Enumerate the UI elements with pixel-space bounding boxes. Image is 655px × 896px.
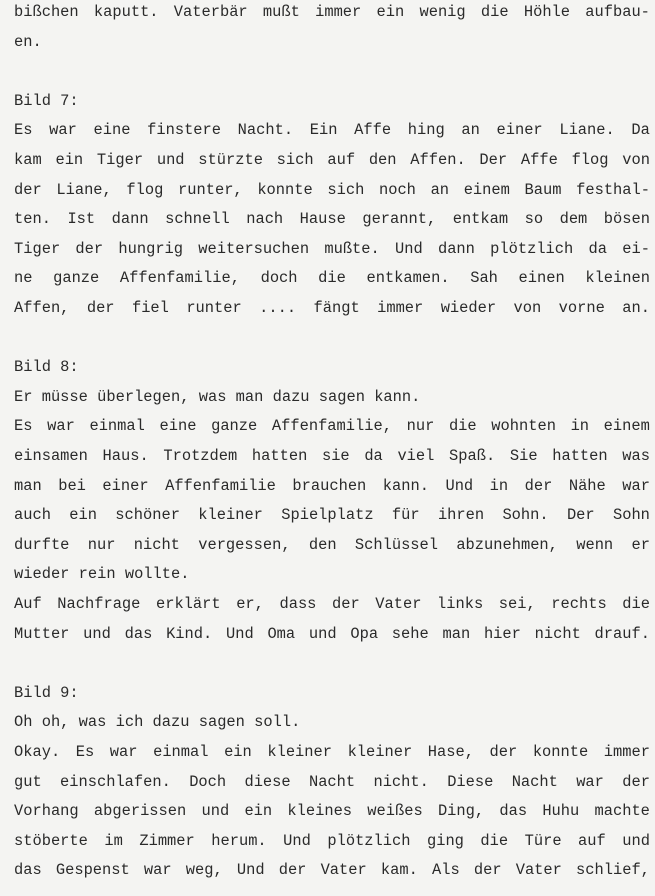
word: Und — [283, 831, 311, 850]
word: vorne — [558, 299, 605, 317]
word: dann — [111, 210, 149, 229]
text-line: Er müsse überlegen, was man dazu sagen kann. — [14, 387, 421, 406]
word: Tiger — [14, 239, 61, 258]
word: Liane. — [559, 121, 615, 140]
word: einsamen — [14, 447, 88, 465]
word: Schlüssel — [354, 535, 439, 554]
word: an. — [622, 299, 650, 317]
word: der — [489, 743, 518, 761]
word: ihren — [437, 506, 485, 525]
word: Tiger — [96, 151, 144, 169]
word: im — [104, 831, 123, 850]
word: wieder — [440, 299, 497, 317]
word: einer — [496, 121, 543, 140]
word: Auf — [14, 595, 42, 613]
word: Und — [395, 239, 423, 258]
word: herum. — [211, 831, 267, 850]
word: durfte — [14, 535, 70, 554]
word: kleiner — [267, 743, 332, 761]
word: einer — [102, 476, 149, 495]
word: runter, — [178, 180, 243, 199]
word: in — [570, 417, 590, 436]
word: Affenfamilie, — [119, 269, 240, 288]
word: und — [83, 624, 111, 643]
word: einmal — [89, 417, 145, 436]
word: Nacht — [308, 772, 356, 791]
word: er — [631, 535, 650, 554]
word: weg, — [185, 861, 223, 880]
word: war — [576, 772, 604, 791]
word: kann. — [382, 476, 429, 495]
text-line: Oh oh, was ich dazu sagen soll. — [14, 713, 301, 732]
word: Höhle — [523, 3, 571, 21]
word: da — [364, 447, 383, 465]
word: Hause — [299, 210, 346, 229]
word: Kind. — [166, 624, 213, 643]
word: von — [622, 151, 650, 169]
word: sehe — [391, 624, 429, 643]
text-line — [14, 476, 650, 496]
word: nach — [246, 210, 284, 229]
word: Affen, — [14, 299, 70, 317]
word: Diese — [447, 772, 494, 791]
word: Sie — [509, 447, 538, 465]
word: Spielplatz — [281, 506, 374, 525]
word: einschlafen. — [60, 772, 171, 791]
word: hatten — [251, 447, 308, 465]
word: man — [14, 476, 42, 495]
word: dem — [559, 210, 588, 229]
word: entkamen. — [366, 269, 450, 288]
word: so — [524, 210, 544, 229]
word: Liane, — [56, 180, 112, 199]
word: dann — [437, 239, 475, 258]
word: Mutter — [14, 624, 70, 643]
word: das — [14, 861, 42, 880]
word: flog — [126, 180, 164, 199]
word: man — [442, 624, 471, 643]
word: ein — [55, 151, 84, 169]
word: gut — [14, 772, 42, 791]
word: abgerissen — [93, 802, 187, 821]
text-line — [14, 772, 650, 792]
word: die — [480, 3, 509, 21]
word: runter — [186, 299, 242, 317]
word: mußt — [262, 3, 300, 21]
text-line — [14, 860, 650, 880]
word: war — [622, 476, 650, 495]
word: ganze — [53, 269, 100, 288]
word: kleiner — [347, 743, 413, 761]
word: Vater — [375, 595, 422, 613]
word: nicht. — [373, 772, 429, 791]
word: der — [86, 299, 115, 317]
word: eine — [93, 121, 131, 140]
word: an — [430, 180, 450, 199]
word: Baum — [524, 180, 562, 199]
word: erklärt — [155, 595, 221, 613]
word: für — [391, 506, 420, 525]
word: sei, — [498, 595, 536, 613]
word: Es — [75, 743, 95, 761]
word: sich — [276, 151, 314, 169]
word: der — [622, 772, 650, 791]
word: plötzlich — [490, 239, 574, 258]
word: ein — [376, 3, 405, 21]
text-line: en. — [14, 32, 42, 51]
word: Und — [445, 476, 474, 495]
word: und — [201, 802, 230, 821]
word: an — [461, 121, 480, 140]
word: der — [473, 861, 502, 880]
word: Haus. — [102, 447, 149, 465]
word: kaputt. — [93, 3, 159, 21]
text-line: Bild 9: — [14, 683, 79, 702]
word: schöner — [115, 506, 180, 525]
word: war — [49, 121, 77, 140]
text-line — [14, 239, 650, 259]
word: fiel — [131, 299, 169, 317]
word: links — [437, 595, 484, 613]
word: ein — [69, 506, 97, 525]
word: gerannt, — [362, 210, 437, 229]
word: Sohn. — [502, 506, 549, 525]
word: das — [124, 624, 153, 643]
word: plötzlich — [327, 831, 411, 850]
word: er, — [236, 595, 264, 613]
word: Sohn — [612, 506, 650, 525]
word: Nacht — [511, 772, 558, 791]
word: Trotzdem — [163, 447, 238, 465]
word: Doch — [189, 772, 227, 791]
word: kleines — [287, 802, 353, 821]
word: was — [622, 447, 650, 465]
word: stürzte — [198, 151, 263, 169]
word: kam. — [380, 861, 418, 880]
word: das — [499, 802, 528, 821]
word: hier — [483, 624, 521, 643]
word: Nachfrage — [57, 595, 141, 613]
word: entkam — [452, 210, 509, 229]
word: Okay. — [14, 743, 61, 761]
word: die — [318, 269, 346, 288]
word: kleinen — [585, 269, 650, 288]
word: Zimmer — [139, 831, 195, 850]
word: schnell — [165, 210, 230, 229]
word: Affen. — [410, 151, 466, 169]
word: machte — [594, 802, 650, 821]
word: Ding, — [437, 802, 485, 821]
word: nicht — [534, 624, 581, 643]
text-line — [14, 120, 650, 140]
word: aufbau- — [585, 3, 650, 21]
word: sich — [327, 180, 365, 199]
text-line — [14, 831, 650, 851]
text-line — [14, 801, 650, 821]
word: sie — [321, 447, 350, 465]
word: hungrig — [118, 239, 184, 258]
word: ten. — [14, 210, 51, 229]
word: bösen — [603, 210, 650, 229]
word: stöberte — [14, 831, 88, 850]
word: der — [14, 180, 42, 199]
word: kam — [14, 151, 42, 169]
word: fängt — [313, 299, 360, 317]
word: auf — [327, 151, 356, 169]
word: hatten — [552, 447, 608, 465]
word: den — [308, 535, 337, 554]
word: immer — [603, 743, 650, 761]
word: der — [278, 861, 307, 880]
word: festhal- — [576, 180, 650, 199]
word: Türe — [524, 831, 562, 850]
word: Nähe — [568, 476, 606, 495]
word: Vaterbär — [173, 3, 248, 21]
word: finstere — [147, 121, 222, 140]
word: Affe — [520, 151, 558, 169]
word: Affenfamilie — [165, 476, 276, 495]
word: Oma — [267, 624, 296, 643]
word: Ist — [67, 210, 96, 229]
word: Da — [631, 121, 650, 140]
word: nur — [87, 535, 116, 554]
word: Als — [431, 861, 460, 880]
word: brauchen — [292, 476, 367, 495]
word: wenig — [419, 3, 466, 21]
word: Affe — [354, 121, 392, 140]
text-line — [14, 742, 650, 762]
word: und — [308, 624, 337, 643]
word: bißchen — [14, 3, 79, 21]
word: die — [448, 417, 477, 436]
word: war — [47, 417, 75, 436]
word: hing — [407, 121, 445, 140]
text-line — [14, 594, 650, 614]
word: Vater — [320, 861, 367, 880]
word: abzunehmen, — [456, 535, 558, 554]
word: Affenfamilie, — [271, 417, 392, 436]
word: auch — [14, 506, 51, 525]
word: Vater — [515, 861, 562, 880]
word: einem — [603, 417, 650, 436]
text-line: wieder rein wollte. — [14, 565, 190, 584]
word: viel — [397, 447, 435, 465]
word: kleiner — [198, 506, 263, 525]
word: drauf. — [594, 624, 650, 643]
word: den — [368, 151, 397, 169]
word: doch — [260, 269, 298, 288]
word: ganze — [211, 417, 258, 436]
word: war — [109, 743, 138, 761]
text-line: Bild 7: — [14, 91, 79, 110]
word: Und — [236, 861, 265, 880]
text-line — [14, 535, 650, 555]
word: Spaß. — [449, 447, 496, 465]
word: ein — [244, 802, 273, 821]
text-line — [14, 2, 650, 22]
word: einem — [463, 180, 510, 199]
text-line — [14, 268, 650, 288]
word: wohnten — [491, 417, 556, 436]
word: immer — [315, 3, 362, 21]
word: in — [489, 476, 509, 495]
word: weißes — [367, 802, 423, 821]
word: nicht — [133, 535, 180, 554]
word: bei — [58, 476, 86, 495]
word: flog — [571, 151, 609, 169]
word: mußte. — [324, 239, 380, 258]
text-line: Bild 8: — [14, 358, 79, 377]
word: Und — [225, 624, 254, 643]
word: eine — [159, 417, 197, 436]
word: Huhu — [542, 802, 580, 821]
word: weitersuchen — [198, 239, 310, 258]
word: Gespenst — [55, 861, 130, 880]
word: vergessen, — [198, 535, 291, 554]
word: war — [143, 861, 172, 880]
word: schlief, — [576, 861, 650, 880]
text-line — [14, 624, 650, 644]
word: Es — [14, 121, 33, 140]
word: der — [75, 239, 104, 258]
word: konnte — [257, 180, 313, 199]
text-line — [14, 209, 650, 229]
word: die — [480, 831, 509, 850]
text-line — [14, 505, 650, 525]
word: Opa — [350, 624, 379, 643]
word: Der — [566, 506, 595, 525]
word: der — [524, 476, 553, 495]
word: .... — [259, 299, 297, 317]
word: ging — [426, 831, 464, 850]
word: ei- — [622, 239, 650, 258]
text-line — [14, 150, 650, 170]
word: und — [622, 831, 650, 850]
word: nur — [406, 417, 435, 436]
word: immer — [377, 299, 424, 317]
word: wenn — [576, 535, 614, 554]
word: ein — [224, 743, 252, 761]
text-line — [14, 298, 650, 318]
word: konnte — [532, 743, 589, 761]
word: auf — [578, 831, 606, 850]
word: noch — [378, 180, 416, 199]
word: Vorhang — [14, 802, 79, 821]
text-line — [14, 416, 650, 436]
word: ne — [14, 269, 33, 288]
text-line — [14, 446, 650, 466]
word: Nacht. — [237, 121, 294, 140]
word: einen — [518, 269, 565, 288]
word: von — [513, 299, 542, 317]
word: Hase, — [427, 743, 474, 761]
word: dass — [279, 595, 317, 613]
word: rechts — [551, 595, 607, 613]
word: Es — [14, 417, 33, 436]
word: Der — [479, 151, 508, 169]
word: einmal — [153, 743, 209, 761]
word: und — [156, 151, 185, 169]
word: da — [588, 239, 607, 258]
text-line — [14, 180, 650, 200]
word: Ein — [309, 121, 338, 140]
word: die — [622, 595, 650, 613]
word: Sah — [470, 269, 498, 288]
word: diese — [244, 772, 291, 791]
word: der — [331, 595, 360, 613]
